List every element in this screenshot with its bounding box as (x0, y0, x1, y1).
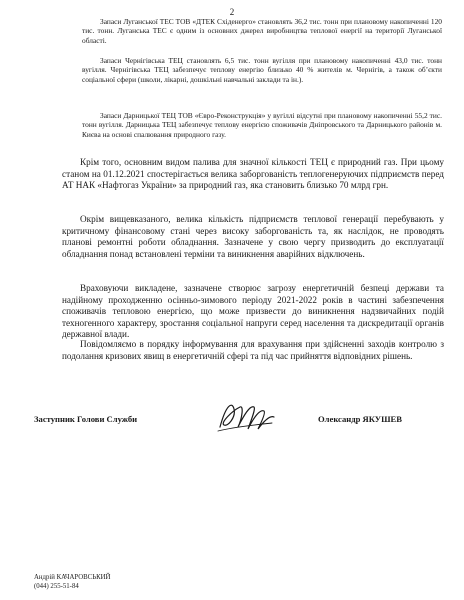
handwritten-signature (214, 397, 278, 437)
footer-contact (34, 574, 110, 591)
small-paragraph-luhansk: Запаси Луганської ТЕС ТОВ «ДТЕК Східенерго» становлять 36,2 тис. тонн при плановому накопиченні 120 тис. тонн. Луганська ТЕС є одним із основних джерел виробництва теплової енергії на території Луганської області. (82, 17, 442, 45)
small-paragraph-chernihiv: Запаси Чернігівська ТЕЦ становлять 6,5 тис. тонн вугілля при плановому накопиченні 43,0 тис. тонн вугілля. Чернігівська ТЕЦ забезпечує теплову енергію близько 40 % жителів м. Чернігів, а також об’єкти соціальної сфери (школи, лікарні, дошкільні навчальні заклади та ін.). (82, 56, 442, 84)
small-paragraph-darnytsia: Запаси Дарницької ТЕЦ ТОВ «Євро-Реконструкція» у вугіллі відсутні при плановому накопиченні 55,2 тис. тонн вугілля. Дарницька ТЕЦ забезпечує теплову енергією споживачів Дніпровського та Дарницького районів м. Києва на основі спалювання природного газу. (82, 111, 442, 139)
page-number: 2 (229, 7, 235, 17)
executor-phone: (044) 255-51-84 (34, 582, 79, 590)
paragraph-gas-debt: Крім того, основним видом палива для значної кількості ТЕЦ є природний газ. При цьому станом на 01.12.2021 спостерігається велика заборгованість теплогенеруючих підприємств перед АТ НАК «Нафтогаз України» за природний газ, яка становить близько 70 млрд грн. (62, 157, 444, 191)
paragraph-notification: Повідомляємо в порядку інформування для врахування при здійсненні заходів контролю з подолання кризових явищ в енергетичній сфері та під час прийняття відповідних рішень. (62, 339, 444, 361)
paragraph-financial-state: Окрім вищевказаного, велика кількість підприємств теплової генерації перебувають у критичному фінансовому стані через високу заборгованість та, як наслідок, не проводять планові ремонтні роботи обладнання. Зазначене у свою чергу призводить до експлуатації обладнання понад встановлені терміни та виникнення аварійних відключень. (62, 214, 444, 259)
executor-name: Андрій КАЧАРОВСЬКИЙ (34, 574, 111, 581)
signatory-name: Олександр ЯКУШЕВ (318, 414, 402, 424)
signatory-position: Заступник Голови Служби (34, 414, 138, 424)
paragraph-security-threat: Враховуючи викладене, зазначене створює загрозу енергетичній безпеці держави та надійному проходженню осінньо-зимового періоду 2021-2022 років в частині забезпечення споживачів тепловою енергією, що може призвести до виникнення надзвичайних подій техногенного характеру, зростання соціальної напруги серед населення та дискредитації органів державної влади. (62, 283, 444, 340)
